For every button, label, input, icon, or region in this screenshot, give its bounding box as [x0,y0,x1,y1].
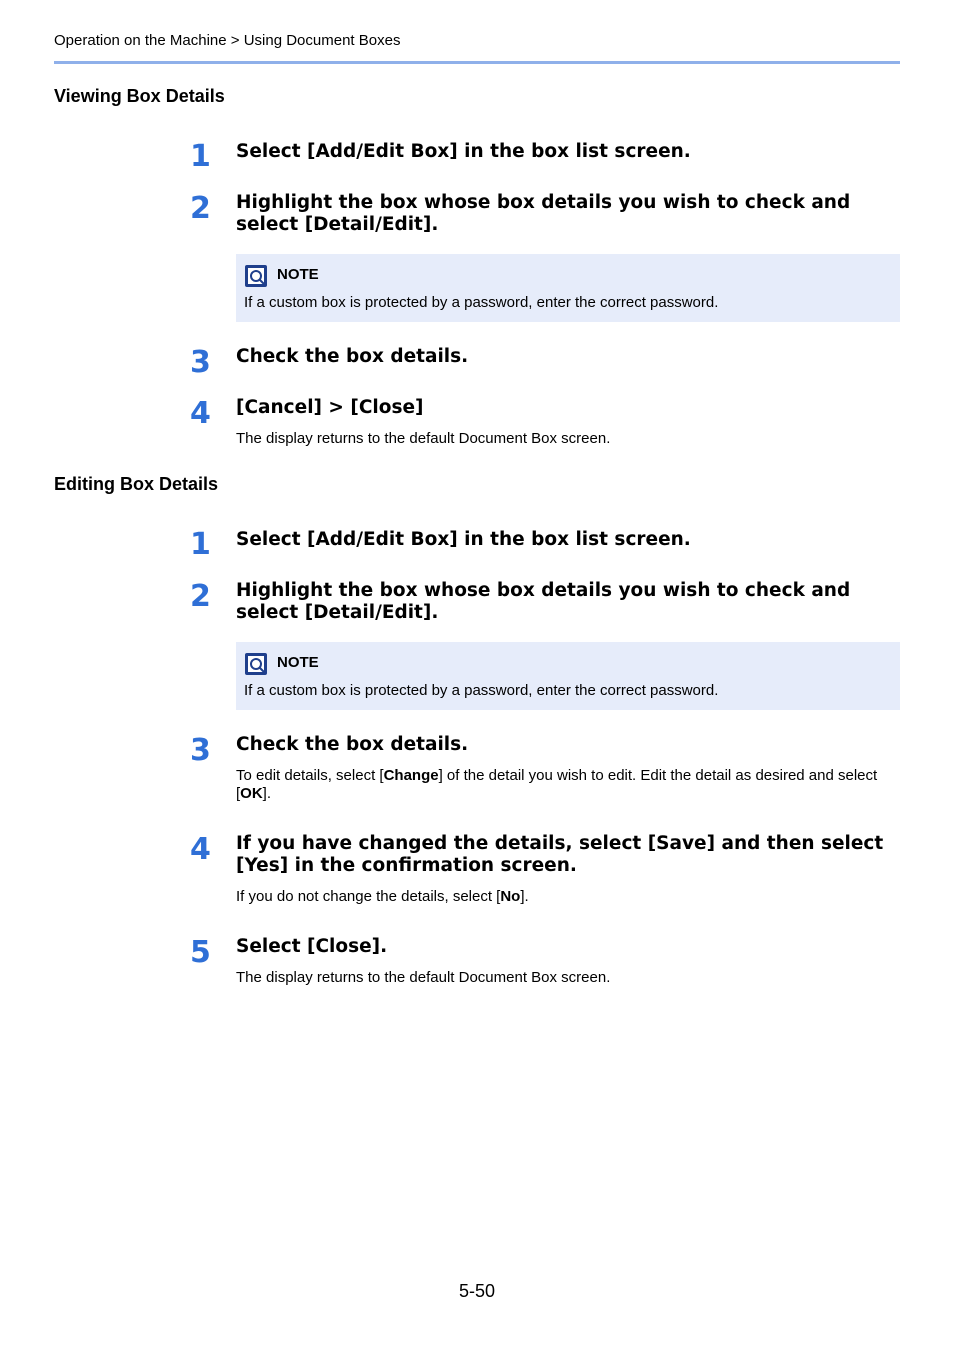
note-icon [245,265,267,287]
note-box [236,254,900,322]
step-number: 3 [190,733,211,768]
no-label: No [500,888,521,905]
step-title: Highlight the box whose box details you wish to check and select [Detail/Edit]. [236,192,851,235]
breadcrumb: Operation on the Machine > Using Document Boxes [54,32,401,49]
note-label: NOTE [277,654,319,671]
step-body: The display returns to the default Document Box screen. [236,969,611,986]
step-body-text: ]. [262,785,272,802]
note-label: NOTE [277,266,319,283]
step-body-text: ] of the detail you wish to edit. Edit the detail as desired and select [ [236,767,878,802]
page-number: 5-50 [458,1281,496,1301]
step-title: Highlight the box whose box details you wish to check and select [Detail/Edit]. [236,580,851,623]
step-body [236,888,900,906]
step-body-text: If you do not change the details, select [ [236,888,501,905]
note-text: If a custom box is protected by a password, enter the correct password. [244,294,719,311]
section-title-viewing: Viewing Box Details [54,86,225,106]
step-number: 1 [190,527,211,562]
step-number: 4 [190,396,211,431]
header-rule [54,61,900,64]
section-title-editing: Editing Box Details [54,474,219,494]
step-body [236,767,900,803]
note-icon [245,653,267,675]
step-number: 4 [190,832,211,867]
step-title: Select [Add/Edit Box] in the box list screen. [236,529,691,550]
step-title: [Cancel] > [Close] [236,397,424,418]
note-text: If a custom box is protected by a password, enter the correct password. [244,682,719,699]
change-label: Change [383,767,439,784]
step-body-text: ]. [520,888,529,905]
step-number: 2 [190,191,211,226]
step-number: 2 [190,579,211,614]
step-title: Select [Close]. [236,936,388,957]
step-number: 1 [190,139,211,174]
step-title: If you have changed the details, select [Save] and then select [Yes] in the confirmation screen. [236,833,884,876]
step-body: The display returns to the default Document Box screen. [236,430,611,447]
step-title: Select [Add/Edit Box] in the box list screen. [236,141,691,162]
step-body-text: To edit details, select [ [236,767,384,784]
ok-label: OK [240,785,263,802]
step-title: Check the box details. [236,346,469,367]
note-box [236,642,900,710]
step-number: 3 [190,345,211,380]
step-number: 5 [190,935,211,970]
step-title: Check the box details. [236,734,469,755]
